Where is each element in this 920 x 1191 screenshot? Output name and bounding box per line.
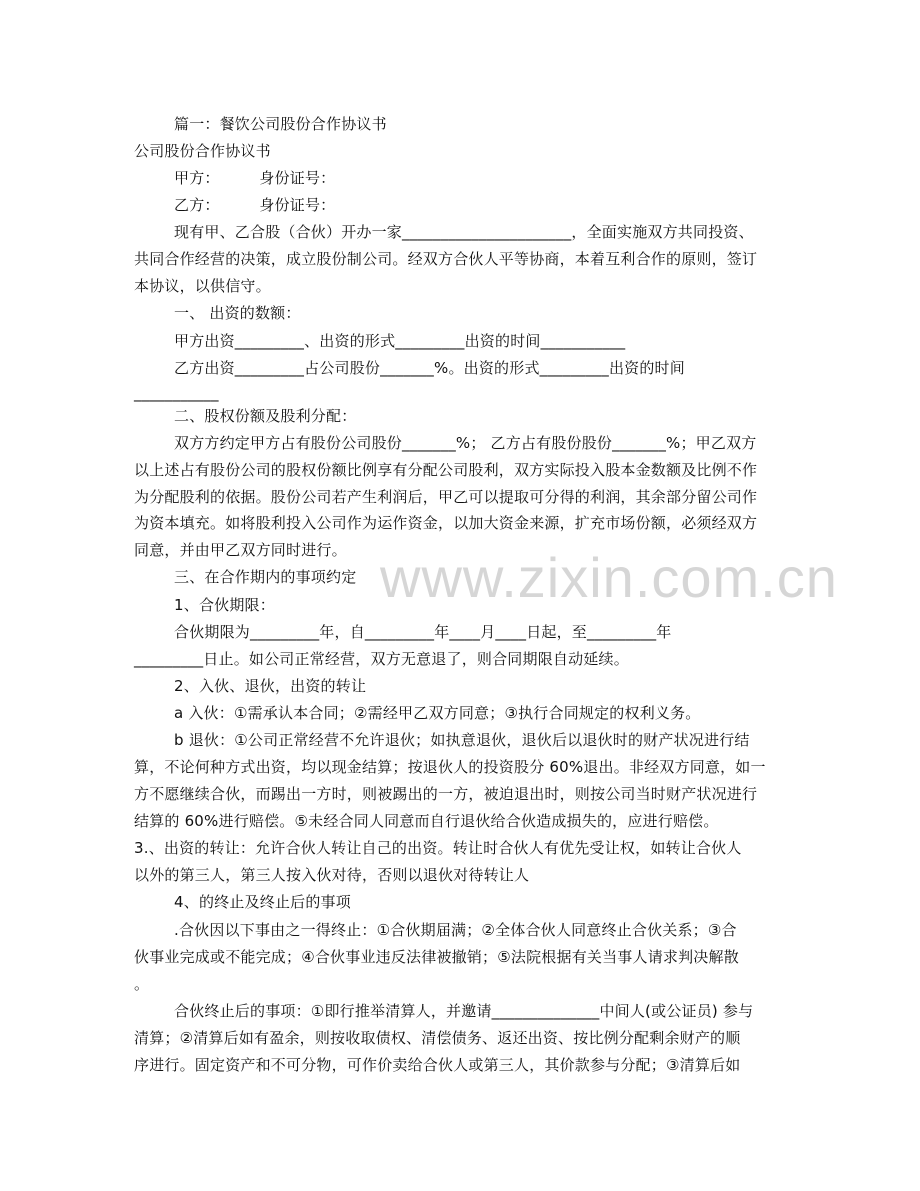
paragraph-line: 伙事业完成或不能完成；④合伙事业违反法律被撤销；⑤法院根据有关当事人请求判决解散	[134, 948, 739, 966]
paragraph-line: ___________	[134, 384, 219, 402]
subsection-heading: 4、的终止及终止后的事项	[174, 893, 351, 911]
paragraph-line: 双方方约定甲方占有股份公司股份_______%； 乙方占有股份股份_______%；甲乙双方	[174, 434, 757, 452]
paragraph-line: _________日止。如公司正常经营，双方无意退了，则合同期限自动延续。	[134, 650, 629, 668]
paragraph-line: 。	[134, 975, 150, 993]
paragraph-line: 为分配股利的依据。股份公司若产生利润后，甲乙可以提取可分得的利润，其余部分留公司作	[134, 488, 758, 506]
paragraph-line: 方不愿继续合伙，而踢出一方时，则被踢出的一方，被迫退出时，则按公司当时财产状况进行	[134, 785, 758, 803]
paragraph-line: b 退伙：①公司正常经营不允许退伙；如执意退伙，退伙后以退伙时的财产状况进行结	[174, 731, 750, 749]
party-a-line: 甲方： 身份证号：	[174, 169, 336, 187]
paragraph-line: 合伙终止后的事项：①即行推举清算人，并邀请______________中间人(或公证员) 参与	[174, 1002, 754, 1020]
section-heading: 二、股权份额及股利分配：	[174, 407, 357, 425]
paragraph-line: 现有甲、乙合股（合伙）开办一家______________________，全面实施双方共同投资、	[174, 223, 754, 241]
subsection-heading: 2、入伙、退伙，出资的转让	[174, 677, 367, 695]
paragraph-line: 清算；②清算后如有盈余，则按收取债权、清偿债务、返还出资、按比例分配剩余财产的顺	[134, 1029, 741, 1047]
paragraph-line: 为资本填充。如将股利投入公司作为运作资金，以加大资金来源，扩充市场份额，必须经双方	[134, 514, 758, 532]
section-heading: 一、 出资的数额：	[174, 304, 301, 322]
section-heading: 三、在合作期内的事项约定	[174, 568, 357, 586]
paragraph-line: 本协议，以供信守。	[134, 277, 271, 295]
document-title: 公司股份合作协议书	[134, 142, 271, 160]
paragraph-line: 共同合作经营的决策，成立股份制公司。经双方合伙人平等协商，本着互利合作的原则，签订	[134, 250, 758, 268]
watermark: www.zixin.com.cn	[380, 546, 838, 609]
party-b-line: 乙方： 身份证号：	[174, 196, 336, 214]
paragraph-line: 以上述占有股份公司的股权份额比例享有分配公司股利，双方实际投入股本金数额及比例不作	[134, 461, 758, 479]
paragraph-line: a 入伙：①需承认本合同；②需经甲乙双方同意；③执行合同规定的权利义务。	[174, 704, 701, 722]
paragraph-line: 算，不论何种方式出资，均以现金结算；按退伙人的投资股分 60%退出。非经双方同意，如一	[134, 758, 766, 776]
paragraph-line: 序进行。固定资产和不可分物，可作价卖给合伙人或第三人，其价款参与分配；③清算后如	[134, 1056, 741, 1074]
paragraph-line: 同意，并由甲乙双方同时进行。	[134, 541, 347, 559]
document-heading: 篇一：餐饮公司股份合作协议书	[174, 115, 387, 133]
paragraph-line: 甲方出资_________、出资的形式_________出资的时间___________	[174, 332, 626, 350]
paragraph-line: .合伙因以下事由之一得终止：①合伙期届满；②全体合伙人同意终止合伙关系；③合	[174, 921, 737, 939]
paragraph-line: 结算的 60%进行赔偿。⑤未经合同人同意而自行退伙给合伙造成损失的，应进行赔偿。	[134, 812, 719, 830]
paragraph-line: 合伙期限为_________年，自_________年____月____日起，至_________年	[174, 623, 672, 641]
paragraph-line: 3.、出资的转让：允许合伙人转让自己的出资。转让时合伙人有优先受让权，如转让合伙人	[134, 839, 742, 857]
paragraph-line: 以外的第三人，第三人按入伙对待，否则以退伙对待转让人	[134, 866, 530, 884]
paragraph-line: 乙方出资_________占公司股份_______%。出资的形式_________出资的时间	[174, 359, 685, 377]
subsection-heading: 1、合伙期限：	[174, 596, 275, 614]
